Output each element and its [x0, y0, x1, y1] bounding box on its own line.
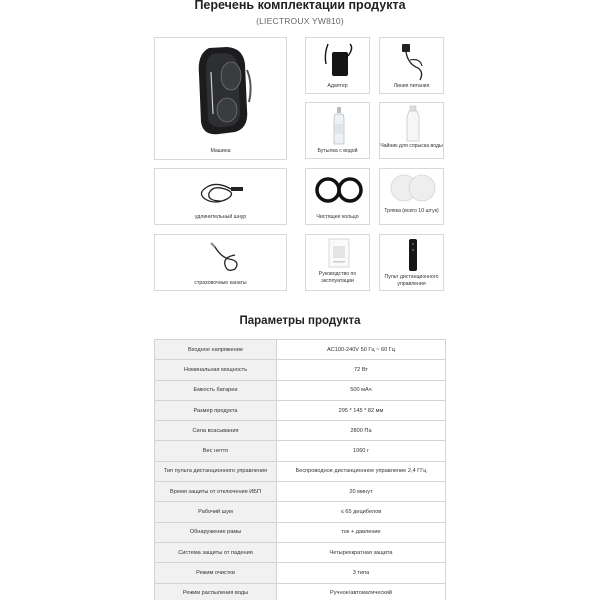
table-row: [155, 360, 446, 380]
table-row: [155, 502, 446, 522]
table-row: [155, 522, 446, 542]
spec-key: Время защиты от отключения ИБП: [155, 482, 277, 502]
water-bottle-icon: [330, 106, 348, 146]
item-safety-rope: [154, 234, 287, 291]
spec-key: Входное напряжение: [155, 340, 277, 360]
spec-value: 3 типа: [277, 563, 446, 583]
item-label: Чистящее кольцо: [316, 214, 359, 220]
item-label: Бутылка с водой: [317, 148, 358, 154]
remote-control-icon: [407, 238, 419, 272]
cleaning-ring-icon: [314, 175, 364, 205]
spec-value: Четырехкратная защита: [277, 542, 446, 562]
table-row: [155, 400, 446, 420]
item-extension-cord: [154, 168, 287, 225]
specs-table: [154, 339, 446, 600]
item-label: Адаптер: [327, 83, 348, 89]
item-label: Машина: [210, 148, 231, 154]
item-machine: [154, 37, 287, 160]
spec-value: Беспроводное дистанционное управление 2,4 ГГц: [277, 461, 446, 481]
spec-key: Режим распыления воды: [155, 583, 277, 600]
spray-kettle-icon: [402, 105, 424, 143]
spec-key: Сила всасывания: [155, 421, 277, 441]
item-label: Линия питания: [393, 83, 430, 89]
spec-key: Тип пульта дистанционного управления: [155, 461, 277, 481]
cleaning-cloth-icon: [390, 171, 436, 207]
power-adapter-icon: [322, 42, 356, 80]
spec-key: Рабочий шум: [155, 502, 277, 522]
spec-key: Режим очистки: [155, 563, 277, 583]
table-row: [155, 380, 446, 400]
table-row: [155, 461, 446, 481]
spec-value: ток + давление: [277, 522, 446, 542]
spec-key: Размер продукта: [155, 400, 277, 420]
item-manual: [305, 234, 370, 291]
table-row: [155, 482, 446, 502]
spec-value: 20 минут: [277, 482, 446, 502]
item-spray-kettle: [379, 102, 444, 159]
table-row: [155, 441, 446, 461]
spec-key: Емкость батареи: [155, 380, 277, 400]
spec-key: Система защиты от падения: [155, 542, 277, 562]
power-cord-icon: [398, 42, 428, 82]
spec-value: 295 * 145 * 82 мм: [277, 400, 446, 420]
item-cloth: [379, 168, 444, 225]
item-label: удлинительный шнур: [194, 214, 247, 220]
spec-value: ≤ 65 децибелов: [277, 502, 446, 522]
item-label: Пульт дистанционного управления: [384, 274, 439, 287]
spec-value: 1060 г: [277, 441, 446, 461]
item-label: Тряпка (всего 10 штук): [384, 208, 439, 214]
table-row: [155, 583, 446, 600]
item-label: Чайник для спрыска воды: [380, 143, 443, 149]
item-power-cord: [379, 37, 444, 94]
extension-cord-icon: [195, 175, 249, 209]
spec-key: Номинальная мощность: [155, 360, 277, 380]
table-row: [155, 340, 446, 360]
safety-rope-icon: [205, 239, 245, 275]
item-label: Руководство по эксплуатации: [318, 271, 357, 284]
spec-value: AC100-240V 50 Гц ~ 60 Гц: [277, 340, 446, 360]
spec-value: 2800 Па: [277, 421, 446, 441]
spec-value: Ручное/автоматический: [277, 583, 446, 600]
table-row: [155, 421, 446, 441]
spec-key: Обнаружение рамы: [155, 522, 277, 542]
table-row: [155, 563, 446, 583]
user-manual-icon: [328, 238, 350, 268]
specs-title: Параметры продукта: [239, 315, 361, 327]
item-cleaning-ring: [305, 168, 370, 225]
item-label: страховочные канаты: [194, 280, 247, 286]
spec-value: 500 мАч: [277, 380, 446, 400]
spec-value: 72 Вт: [277, 360, 446, 380]
item-adapter: [305, 37, 370, 94]
item-water-bottle: [305, 102, 370, 159]
page-title: Перечень комплектации продукта: [194, 0, 406, 12]
robot-window-cleaner-icon: [191, 44, 255, 140]
model-subtitle: (LIECTROUX YW810): [256, 16, 344, 26]
spec-key: Вес нетто: [155, 441, 277, 461]
item-remote: [379, 234, 444, 291]
table-row: [155, 542, 446, 562]
